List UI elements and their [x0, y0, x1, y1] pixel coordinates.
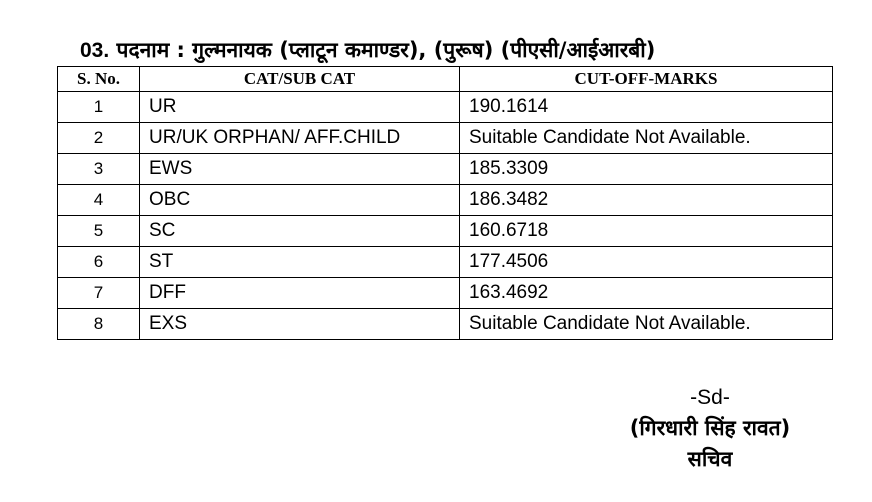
sd-mark: -Sd-: [690, 386, 730, 409]
row-marks: 186.3482: [460, 185, 833, 216]
table-row: [58, 278, 833, 309]
table-row: [58, 309, 833, 340]
table-row: [58, 185, 833, 216]
row-marks: 163.4692: [460, 278, 833, 309]
row-sno: 6: [58, 247, 140, 278]
row-marks: Suitable Candidate Not Available.: [460, 309, 833, 340]
row-category: UR/UK ORPHAN/ AFF.CHILD: [140, 123, 460, 154]
signature-block: [600, 382, 820, 475]
table-row: [58, 123, 833, 154]
row-sno: 5: [58, 216, 140, 247]
row-category: UR: [140, 92, 460, 123]
row-sno: 2: [58, 123, 140, 154]
row-category: SC: [140, 216, 460, 247]
post-number: 03.: [80, 39, 110, 62]
table-header-row: [58, 67, 833, 92]
header-cutoff-marks: CUT-OFF-MARKS: [460, 67, 833, 92]
row-sno: 3: [58, 154, 140, 185]
row-category: ST: [140, 247, 460, 278]
row-sno: 4: [58, 185, 140, 216]
row-marks: 177.4506: [460, 247, 833, 278]
header-category: CAT/SUB CAT: [140, 67, 460, 92]
row-category: OBC: [140, 185, 460, 216]
row-category: DFF: [140, 278, 460, 309]
row-category: EXS: [140, 309, 460, 340]
row-marks: 190.1614: [460, 92, 833, 123]
table-row: [58, 216, 833, 247]
table-row: [58, 92, 833, 123]
header-sno: S. No.: [58, 67, 140, 92]
cutoff-table: [57, 66, 833, 340]
row-sno: 8: [58, 309, 140, 340]
signatory-name: (गिरधारी सिंह रावत): [629, 416, 791, 440]
table-row: [58, 154, 833, 185]
row-marks: 160.6718: [460, 216, 833, 247]
post-title: पदनाम : गुल्मनायक (प्लाटून कमाण्डर), (पुरूष) (पीएसी/आईआरबी): [116, 38, 656, 62]
row-sno: 1: [58, 92, 140, 123]
row-sno: 7: [58, 278, 140, 309]
row-marks: Suitable Candidate Not Available.: [460, 123, 833, 154]
row-category: EWS: [140, 154, 460, 185]
post-heading: [80, 36, 655, 64]
row-marks: 185.3309: [460, 154, 833, 185]
signatory-designation: सचिव: [687, 447, 733, 471]
table-row: [58, 247, 833, 278]
